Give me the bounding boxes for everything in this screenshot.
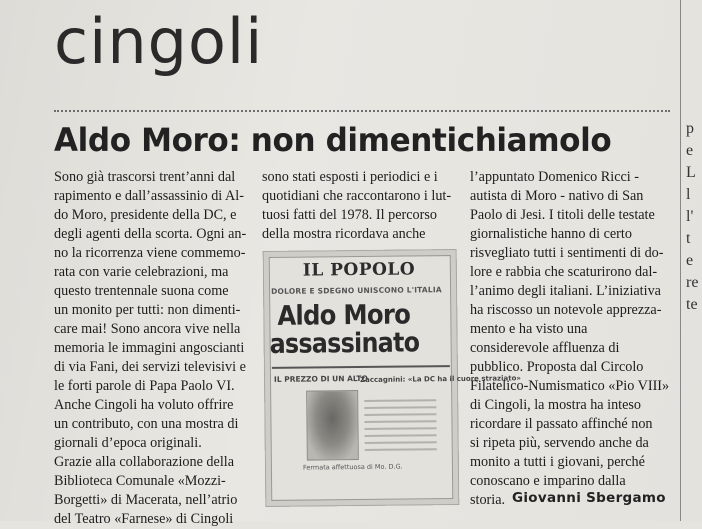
adjacent-column-fragment: p e L l l' t e re te bbox=[686, 120, 699, 313]
section-title: cingoli bbox=[54, 5, 264, 78]
photo-side-text: Zaccagnini: «La DC ha il cuore straziato» bbox=[359, 374, 521, 385]
photo-subhead: DOLORE E SDEGNO UNISCONO L'ITALIA bbox=[271, 285, 442, 296]
photo-text-lines bbox=[364, 399, 437, 456]
portrait-image bbox=[306, 390, 359, 461]
author-signature: Giovanni Sbergamo bbox=[512, 490, 666, 506]
photo-masthead: IL POPOLO bbox=[302, 259, 416, 281]
column-rule bbox=[680, 0, 681, 521]
photo-price-text: IL PREZZO DI UN ALTO bbox=[273, 373, 368, 384]
photo-headline-2: assassinato bbox=[269, 327, 420, 360]
photo-headline-1: Aldo Moro bbox=[277, 299, 411, 332]
article-column-2: sono stati esposti i periodici e i quotidiani che raccontarono i lut- tuosi fatti del 1978. Il percorso della mostra ricordava anche bbox=[262, 169, 452, 242]
newspaper-photo bbox=[263, 249, 521, 507]
dotted-divider bbox=[54, 110, 670, 112]
article-column-3: l’appuntato Domenico Ricci - autista di Moro - nativo di San Paolo di Jesi. I titoli delle testate giornalistiche hanno di certo risvegliato tutti i sentimenti di do- lore e rabbia che scaturirono dal- l’animo degli italiani. L’iniziativa ha riscosso un notevole apprezza- mento e ha visto una considerevole affluenza di pubblico. Proposta dal Circolo Filatelico-Numismatico «Pio VIII» di Cingoli, la mostra ha inteso ricordare il passato affinché non si ripeta più, servendo anche da monito a tutti i giovani, perché conoscano e imparino dalla storia. bbox=[470, 169, 670, 508]
article-headline: Aldo Moro: non dimentichiamolo bbox=[54, 121, 612, 159]
article-column-1: Sono già trascorsi trent’anni dal rapimento e dall’assassinio di Al- do Moro, presidente della DC, e degli agenti della scorta. Ogni an- no la ricorrenza viene commemo- rata con varie celebrazioni, ma questo trentennale suona come un monito per tutti: non dimenti- care mai! Sono ancora vive nella memoria le immagini angoscianti di via Fani, dei servizi televisivi e le forti parole di Papa Paolo VI. Anche Cingoli ha voluto offrire un contributo, con una mostra di giornali d’epoca originali. Grazie alla collaborazione della Biblioteca Comunale «Mozzi- Borgetti» di Macerata, nell’atrio del Teatro «Farnese» di Cingoli bbox=[54, 169, 247, 527]
photo-caption: Fermata affettuosa di Mo. D.G. bbox=[302, 462, 403, 472]
